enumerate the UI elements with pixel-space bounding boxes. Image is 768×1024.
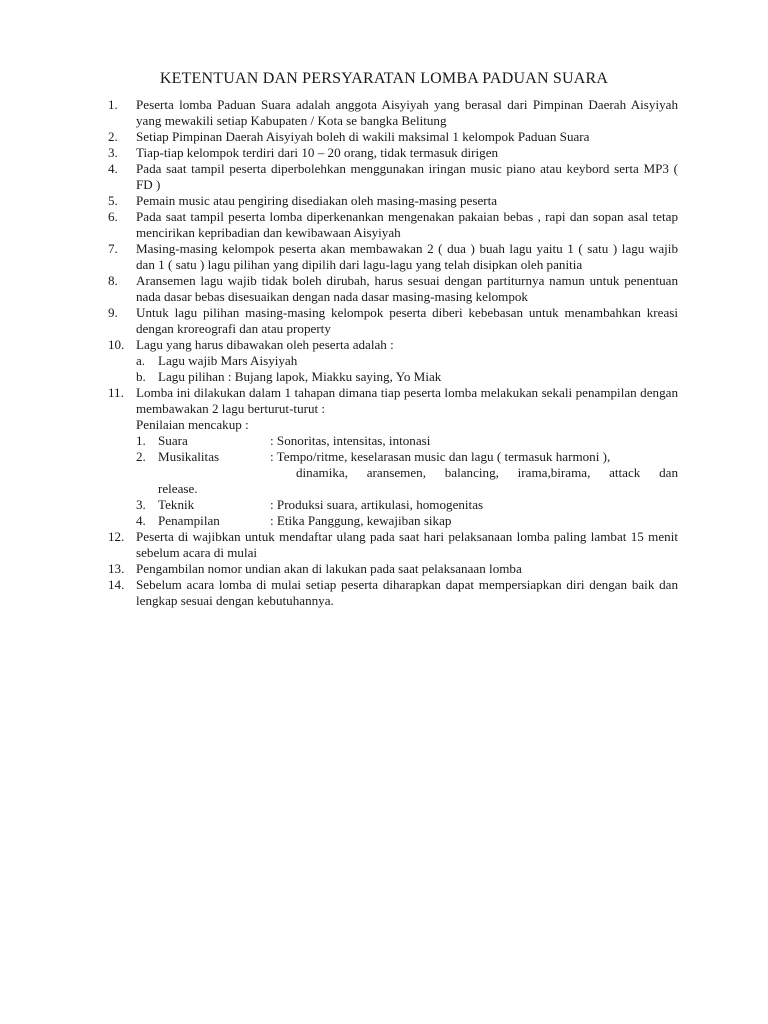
criteria-item — [136, 433, 678, 449]
criteria-label: Musikalitas — [158, 449, 220, 464]
list-item — [108, 209, 678, 241]
criteria-item — [136, 449, 678, 465]
song-text: Lagu wajib Mars Aisyiyah — [158, 353, 298, 368]
list-item — [108, 97, 678, 129]
criteria-label: Teknik — [158, 497, 195, 512]
rules-list — [108, 97, 678, 609]
list-item — [108, 241, 678, 273]
item-text: Pada saat tampil peserta diperbolehkan menggunakan iringan music piano atau keybord serta MP3 ( FD ) — [136, 161, 678, 192]
list-item — [108, 529, 678, 561]
list-item — [108, 305, 678, 337]
item-number: 5. — [108, 193, 118, 208]
criteria-desc: : Tempo/ritme, keselarasan music dan lagu ( termasuk harmoni ), — [270, 449, 611, 464]
song-letter: b. — [136, 369, 146, 384]
list-item — [108, 193, 678, 209]
criteria-desc: : Etika Panggung, kewajiban sikap — [270, 513, 452, 528]
item-text: Untuk lagu pilihan masing-masing kelompok peserta diberi kebebasan untuk menambahkan kreasi dengan kroreografi dan atau property — [136, 305, 678, 336]
item-text: Pengambilan nomor undian akan di lakukan pada saat pelaksanaan lomba — [136, 561, 522, 576]
list-item — [108, 129, 678, 145]
item-number: 2. — [108, 129, 118, 144]
criteria-desc: : Sonoritas, intensitas, intonasi — [270, 433, 431, 448]
song-letter: a. — [136, 353, 146, 368]
document-title: KETENTUAN DAN PERSYARATAN LOMBA PADUAN SUARA — [159, 70, 609, 87]
criteria-label: Penampilan — [158, 513, 220, 528]
item-number: 3. — [108, 145, 118, 160]
criteria-number: 4. — [136, 513, 146, 528]
item-text: Peserta lomba Paduan Suara adalah anggota Aisyiyah yang berasal dari Pimpinan Daerah Aisyiyah yang mewakili setiap Kabupaten / Kota se bangka Belitung — [136, 97, 678, 128]
item-number: 14. — [108, 577, 125, 592]
criteria-item — [136, 497, 678, 513]
list-item — [108, 273, 678, 305]
criteria-desc-tail: release. — [158, 481, 198, 496]
list-item — [108, 577, 678, 609]
criteria-label: Suara — [158, 433, 188, 448]
criteria-item — [136, 513, 678, 529]
item-text: Lagu yang harus dibawakan oleh peserta adalah : — [136, 337, 394, 352]
item-number: 9. — [108, 305, 118, 320]
list-item — [108, 561, 678, 577]
criteria-number: 3. — [136, 497, 146, 512]
item-number: 8. — [108, 273, 118, 288]
item-number: 11. — [108, 385, 124, 400]
item-number: 6. — [108, 209, 118, 224]
item-number: 13. — [108, 561, 125, 576]
song-item — [136, 369, 678, 385]
criteria-desc-continued: dinamika, aransemen, balancing, irama,birama, attack dan — [296, 465, 678, 480]
criteria-number: 2. — [136, 449, 146, 464]
item-number: 1. — [108, 97, 118, 112]
item-number: 12. — [108, 529, 125, 544]
item-number: 10. — [108, 337, 125, 352]
song-item — [136, 353, 678, 369]
item-text: Tiap-tiap kelompok terdiri dari 10 – 20 orang, tidak termasuk dirigen — [136, 145, 499, 160]
item-number: 7. — [108, 241, 118, 256]
song-text: Lagu pilihan : Bujang lapok, Miakku saying, Yo Miak — [158, 369, 442, 384]
list-item — [108, 145, 678, 161]
criteria-number: 1. — [136, 433, 146, 448]
item-number: 4. — [108, 161, 118, 176]
item-text: Pada saat tampil peserta lomba diperkenankan mengenakan pakaian bebas , rapi dan sopan asal tetap mencirikan kepribadian dan kewibawaan Aisyiyah — [136, 209, 678, 240]
list-item — [108, 337, 678, 385]
item-text: Masing-masing kelompok peserta akan membawakan 2 ( dua ) buah lagu yaitu 1 ( satu ) lagu wajib dan 1 ( satu ) lagu pilihan yang dipilih dari lagu-lagu yang telah disipkan oleh panitia — [136, 241, 678, 272]
assessment-intro: Penilaian mencakup : — [136, 417, 249, 432]
list-item — [108, 161, 678, 193]
item-text: Lomba ini dilakukan dalam 1 tahapan dimana tiap peserta lomba melakukan sekali penampilan dengan membawakan 2 lagu berturut-turut : — [136, 385, 678, 416]
list-item — [108, 385, 678, 529]
item-text: Aransemen lagu wajib tidak boleh dirubah, harus sesuai dengan partiturnya namun untuk penentuan nada dasar bebas disesuaikan dengan nada dasar masing-masing kelompok — [136, 273, 678, 304]
item-text: Sebelum acara lomba di mulai setiap peserta diharapkan dapat mempersiapkan diri dengan baik dan lengkap sesuai dengan kebutuhannya. — [136, 577, 678, 608]
criteria-desc: : Produksi suara, artikulasi, homogenitas — [270, 497, 484, 512]
item-text: Pemain music atau pengiring disediakan oleh masing-masing peserta — [136, 193, 498, 208]
item-text: Setiap Pimpinan Daerah Aisyiyah boleh di wakili maksimal 1 kelompok Paduan Suara — [136, 129, 590, 144]
item-text: Peserta di wajibkan untuk mendaftar ulang pada saat hari pelaksanaan lomba paling lambat 15 menit sebelum acara di mulai — [136, 529, 678, 560]
